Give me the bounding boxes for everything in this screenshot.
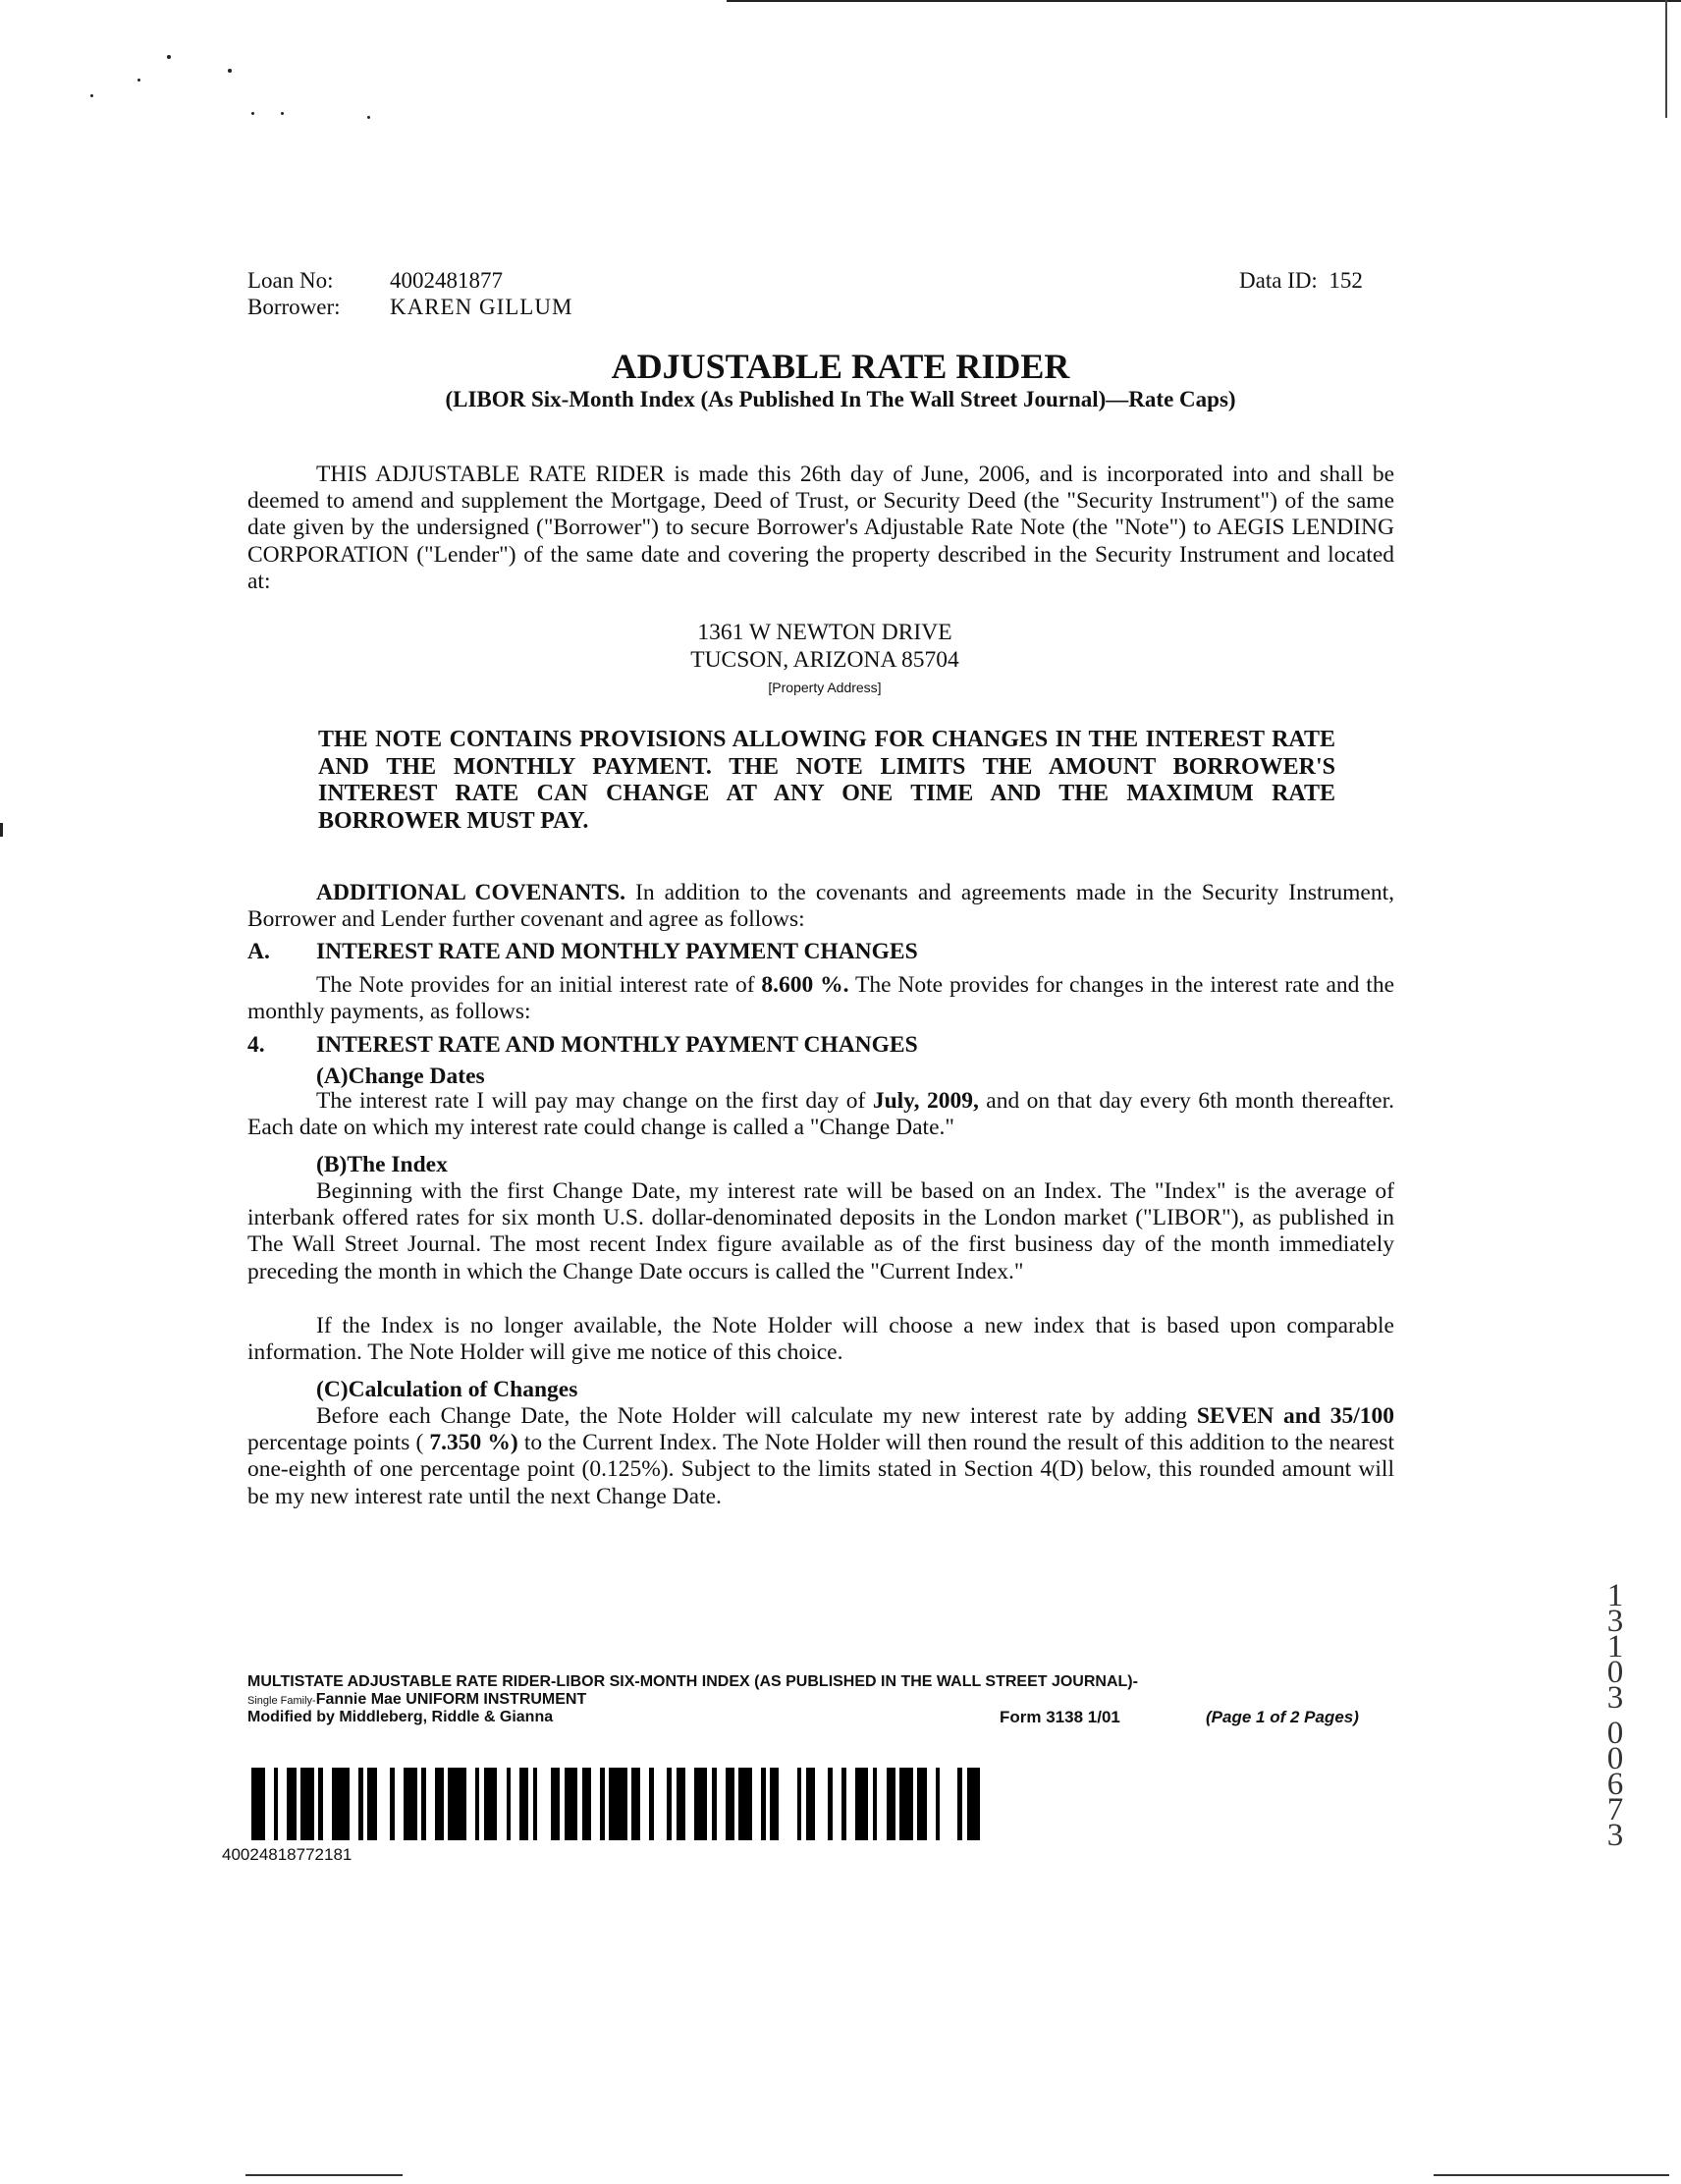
barcode-stripe bbox=[770, 1768, 779, 1840]
barcode-stripe bbox=[497, 1768, 506, 1840]
scan-edge-right bbox=[1665, 0, 1667, 118]
barcode-stripe bbox=[448, 1768, 465, 1840]
section-a-number: A. bbox=[247, 939, 270, 964]
section-4-number: 4. bbox=[247, 1032, 265, 1058]
section-a-text-before: The Note provides for an initial interest rate of bbox=[316, 972, 762, 998]
barcode-stripe bbox=[685, 1768, 694, 1840]
footer-line1: MULTISTATE ADJUSTABLE RATE RIDER-LIBOR SIX-MONTH INDEX (AS PUBLISHED IN THE WALL STREET JOURNAL)- bbox=[247, 1673, 1138, 1690]
borrower-line bbox=[247, 294, 572, 320]
change-dates-paragraph bbox=[247, 1088, 1394, 1141]
document-subtitle: (LIBOR Six-Month Index (As Published In The Wall Street Journal)—Rate Caps) bbox=[445, 387, 1236, 411]
footer-instrument: Fannie Mae UNIFORM INSTRUMENT bbox=[315, 1691, 587, 1708]
property-address-line1: 1361 W NEWTON DRIVE bbox=[697, 620, 952, 645]
barcode-stripe bbox=[917, 1768, 926, 1840]
barcode-stripe bbox=[466, 1768, 475, 1840]
scan-speck bbox=[367, 116, 370, 119]
data-id: 152 bbox=[1329, 268, 1363, 293]
barcode-stripe bbox=[967, 1768, 981, 1840]
section-a-title: INTEREST RATE AND MONTHLY PAYMENT CHANGES bbox=[316, 939, 918, 964]
change-dates-text-before: The interest rate I will pay may change on the first day of bbox=[316, 1088, 873, 1114]
barcode-stripe bbox=[582, 1768, 591, 1840]
barcode-stripe bbox=[426, 1768, 435, 1840]
barcode-stripe bbox=[565, 1768, 578, 1840]
barcode-stripe bbox=[251, 1768, 265, 1840]
loan-number: 4002481877 bbox=[390, 268, 503, 293]
change-dates-heading: (A)Change Dates bbox=[316, 1064, 485, 1089]
barcode-stripe bbox=[287, 1768, 296, 1840]
side-stamp-digit: 3 bbox=[1606, 1604, 1624, 1639]
calculation-text-mid: percentage points ( bbox=[247, 1430, 430, 1456]
barcode-stripe bbox=[877, 1768, 886, 1840]
calculation-paragraph bbox=[247, 1403, 1394, 1510]
barcode-number: 40024818772181 bbox=[222, 1845, 352, 1864]
barcode-stripe bbox=[677, 1768, 685, 1840]
barcode-stripe bbox=[940, 1768, 957, 1840]
scan-speck bbox=[251, 112, 254, 115]
barcode-stripe bbox=[484, 1768, 498, 1840]
barcode-stripe bbox=[899, 1768, 913, 1840]
calculation-text-before: Before each Change Date, the Note Holder will calculate my new interest rate by adding bbox=[316, 1403, 1197, 1429]
barcode-stripe bbox=[323, 1768, 332, 1840]
barcode-stripe bbox=[738, 1768, 752, 1840]
barcode-stripe bbox=[631, 1768, 640, 1840]
page-indicator: (Page 1 of 2 Pages) bbox=[1206, 1708, 1359, 1726]
barcode-stripe bbox=[726, 1768, 734, 1840]
section-4-heading bbox=[247, 1031, 918, 1059]
side-stamp-digit: 7 bbox=[1606, 1792, 1624, 1828]
barcode-stripe bbox=[537, 1768, 551, 1840]
barcode-stripe bbox=[332, 1768, 350, 1840]
barcode-stripe bbox=[377, 1768, 391, 1840]
initial-rate: 8.600 %. bbox=[761, 972, 849, 998]
scan-mark-left bbox=[0, 823, 3, 837]
scan-speck bbox=[228, 69, 232, 73]
barcode-stripe bbox=[519, 1768, 528, 1840]
borrower-name: KAREN GILLUM bbox=[390, 295, 573, 319]
barcode-stripe bbox=[435, 1768, 444, 1840]
footer-line2 bbox=[247, 1691, 586, 1710]
scan-edge-top bbox=[727, 0, 1681, 2]
barcode-stripe bbox=[404, 1768, 417, 1840]
footer-single-family: Single Family- bbox=[247, 1695, 316, 1707]
side-stamp-digit: 6 bbox=[1606, 1767, 1624, 1802]
barcode-stripe bbox=[278, 1768, 287, 1840]
data-id-line bbox=[1239, 267, 1363, 294]
index-heading: (B)The Index bbox=[316, 1152, 448, 1177]
loan-number-line bbox=[247, 267, 503, 294]
rate-change-notice: THE NOTE CONTAINS PROVISIONS ALLOWING FOR CHANGES IN THE INTEREST RATE AND THE MONTHLY PAYMENT. THE NOTE LIMITS THE AMOUNT BORROWER'S INTEREST RATE CAN CHANGE AT ANY ONE TIME AND THE MAXIMUM RATE BORROWER MUST PAY. bbox=[318, 727, 1335, 834]
property-address-line2: TUCSON, ARIZONA 85704 bbox=[690, 647, 959, 673]
barcode-stripe bbox=[395, 1768, 404, 1840]
side-stamp-digit: 3 bbox=[1606, 1680, 1624, 1716]
section-a-paragraph bbox=[247, 972, 1394, 1025]
barcode-stripe bbox=[855, 1768, 869, 1840]
barcode-stripe bbox=[591, 1768, 600, 1840]
barcode-stripe bbox=[609, 1768, 626, 1840]
first-change-date: July, 2009, bbox=[872, 1088, 979, 1114]
barcode bbox=[251, 1768, 990, 1840]
barcode-stripe bbox=[350, 1768, 358, 1840]
calculation-heading: (C)Calculation of Changes bbox=[316, 1377, 578, 1402]
barcode-stripe bbox=[806, 1768, 815, 1840]
index-text-2: If the Index is no longer available, the Note Holder will choose a new index that is based upon comparable information. The Note Holder will give me notice of this choice. bbox=[247, 1313, 1394, 1366]
barcode-stripe bbox=[980, 1768, 989, 1840]
change-dates-text-after: and on that day every 6th month thereafter. Each date on which my interest rate could change is called a "Change Date." bbox=[247, 1088, 1394, 1141]
loan-number-label: Loan No: bbox=[247, 268, 334, 293]
barcode-stripe bbox=[717, 1768, 726, 1840]
barcode-stripe bbox=[833, 1768, 841, 1840]
barcode-stripe bbox=[752, 1768, 761, 1840]
barcode-stripe bbox=[511, 1768, 519, 1840]
barcode-stripe bbox=[846, 1768, 855, 1840]
data-id-label: Data ID: bbox=[1239, 268, 1318, 293]
barcode-stripe bbox=[265, 1768, 274, 1840]
barcode-stripe bbox=[551, 1768, 560, 1840]
scan-speck bbox=[90, 94, 93, 97]
section-a-text-after: The Note provides for changes in the interest rate and the monthly payments, as follows: bbox=[247, 972, 1395, 1025]
index-text-1: Beginning with the first Change Date, my interest rate will be based on an Index. The "Index" is the average of interbank offered rates for six month U.S. dollar-denominated deposits in the London market ("LIBOR"), as published in The Wall Street Journal. The most recent Index figure available as of the first business day of the month immediately preceding the month in which the Change Date occurs is called the "Current Index." bbox=[247, 1178, 1394, 1284]
barcode-stripe bbox=[654, 1768, 668, 1840]
intro-text: THIS ADJUSTABLE RATE RIDER is made this 26th day of June, 2006, and is incorporated into and shall be deemed to amend and supplement the Mortgage, Deed of Trust, or Security Deed (the "Security Instrument") of the same date given by the undersigned ("Borrower") to secure Borrower's Adjustable Rate Note (the "Note") to AEGIS LENDING CORPORATION ("Lender") of the same date and covering the property described in the Security Instrument and located at: bbox=[247, 462, 1394, 594]
section-a-heading bbox=[247, 938, 918, 965]
index-paragraph-2 bbox=[247, 1313, 1394, 1366]
footer-line3: Modified by Middleberg, Riddle & Gianna bbox=[247, 1709, 554, 1725]
side-stamp-digit: 0 bbox=[1606, 1655, 1624, 1690]
barcode-stripe bbox=[300, 1768, 314, 1840]
additional-covenants bbox=[247, 880, 1394, 933]
calculation-text-after: to the Current Index. The Note Holder will then round the result of this addition to the nearest one-eighth of one percentage point (0.125%). Subject to the limits stated in Section 4(D) below, this rounded amount will be my new interest rate until the next Change Date. bbox=[247, 1430, 1394, 1509]
side-stamp-digit: 0 bbox=[1606, 1716, 1624, 1751]
barcode-stripe bbox=[694, 1768, 708, 1840]
covenants-lead: ADDITIONAL COVENANTS. bbox=[316, 880, 625, 905]
margin-words: SEVEN and 35/100 bbox=[1196, 1403, 1395, 1429]
document-title: ADJUSTABLE RATE RIDER bbox=[611, 347, 1070, 386]
barcode-stripe bbox=[887, 1768, 895, 1840]
barcode-stripe bbox=[927, 1768, 936, 1840]
form-number: Form 3138 1/01 bbox=[1000, 1708, 1120, 1726]
barcode-stripe bbox=[367, 1768, 376, 1840]
side-stamp-group-1 bbox=[1600, 1578, 1630, 1716]
barcode-stripe bbox=[640, 1768, 649, 1840]
index-paragraph-1 bbox=[247, 1178, 1394, 1285]
scan-edge-bottom-left bbox=[245, 2174, 403, 2176]
scan-edge-bottom-right bbox=[1434, 2174, 1669, 2176]
side-stamp-digit: 1 bbox=[1606, 1629, 1624, 1665]
covenants-text: In addition to the covenants and agreements made in the Security Instrument, Borrower and Lender further covenant and agree as follows: bbox=[247, 880, 1394, 933]
barcode-stripe bbox=[815, 1768, 829, 1840]
property-address-caption: [Property Address] bbox=[768, 680, 882, 695]
section-4-title: INTEREST RATE AND MONTHLY PAYMENT CHANGES bbox=[316, 1032, 918, 1058]
side-stamp-digit: 0 bbox=[1606, 1741, 1624, 1776]
side-stamp-digit: 1 bbox=[1606, 1578, 1624, 1613]
barcode-stripe bbox=[779, 1768, 796, 1840]
side-stamp-group-2 bbox=[1600, 1716, 1630, 1853]
property-address bbox=[550, 619, 1100, 701]
scan-speck bbox=[281, 112, 284, 115]
margin-percent: 7.350 %) bbox=[429, 1430, 518, 1456]
side-stamp-digit: 3 bbox=[1606, 1818, 1624, 1853]
scan-speck bbox=[167, 55, 171, 59]
intro-paragraph bbox=[247, 462, 1394, 595]
scan-speck bbox=[137, 79, 140, 82]
borrower-label: Borrower: bbox=[247, 295, 341, 319]
